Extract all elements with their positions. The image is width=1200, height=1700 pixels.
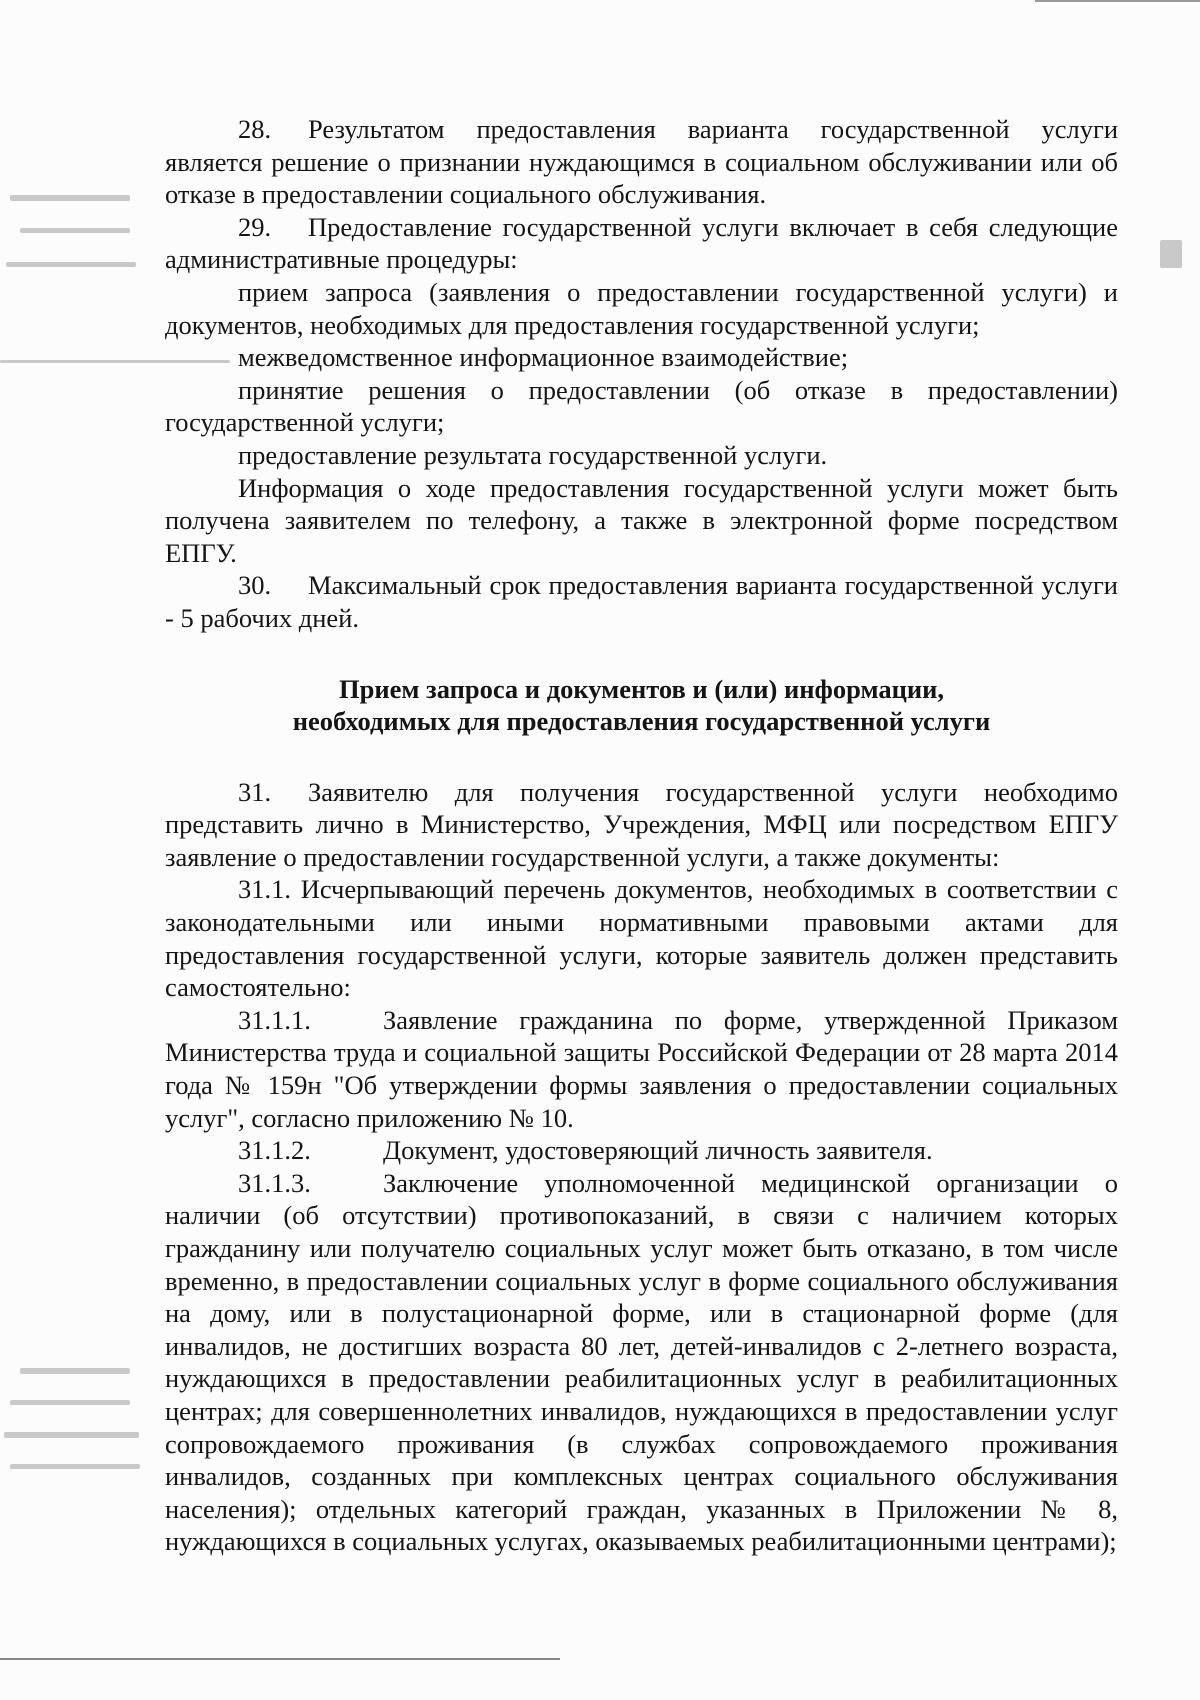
paragraph-number: 31.1.2. [238,1135,311,1166]
paragraph-31-1-1 [165,1004,1118,1134]
paragraph-number: 31.1. [238,874,291,905]
top-edge-rule [1035,0,1200,2]
section-heading-line-2: необходимых для предоставления государственной услуги [292,706,991,737]
list-item: прием запроса (заявления о предоставлении государственной услуги) и документов, необходимых для предоставления государственной услуги; [165,276,1118,340]
document-body [165,113,1118,1558]
scan-noise [20,228,130,233]
paragraph-text: Результатом предоставления варианта государственной услуги является решение о признании нуждающимся в социальном обслуживании или об отказе в предоставлении социального обслуживания. [165,114,1118,210]
paragraph-number: 29. [238,211,272,242]
scan-noise [6,262,136,267]
scan-noise [0,360,230,363]
paragraph-text: Заключение уполномоченной медицинской организации о наличии (об отсутствии) противопоказаний, в связи с наличием которых гражданину или получателю социальных услуг может быть отказано, в том числе временно, в предоставлении социальных услуг в форме социального обслуживания на дому, или в полустационарной форме, или в стационарной форме (для инвалидов, не достигших возраста 80 лет, детей-инвалидов с 2-летнего возраста, нуждающихся в предоставлении реабилитационных услуг в реабилитационных центрах; для совершеннолетних инвалидов, нуждающихся в предоставлении услуг сопровождаемого проживания (в службах сопровождаемого проживания инвалидов, созданных при комплексных центрах социального обслуживания населения); отдельных категорий граждан, указанных в Приложении № 8, нуждающихся в социальных услугах, оказываемых реабилитационными центрами); [165,1167,1118,1557]
paragraph-info: Информация о ходе предоставления государственной услуги может быть получена заявителем по телефону, а также в электронной форме посредством ЕПГУ. [165,472,1118,568]
paragraph-number: 28. [238,114,272,144]
paragraph-31-1-2 [165,1134,1118,1167]
bottom-edge-rule [0,1658,560,1660]
paragraph-text: Предоставление государственной услуги включает в себя следующие административные процедуры: [165,211,1118,275]
paragraph-number: 31.1.3. [238,1167,311,1198]
paragraph-29 [165,211,1118,276]
paragraph-number: 31. [238,776,272,807]
scan-noise [10,1400,130,1405]
scan-noise [10,1464,140,1469]
paragraph-31-1-3 [165,1167,1118,1558]
list-item: предоставление результата государственной услуги. [238,439,828,470]
scan-noise [20,1368,130,1374]
paragraph-text: Заявление гражданина по форме, утвержденной Приказом Министерства труда и социальной защиты Российской Федерации от 28 марта 2014 года № 159н "Об утверждении формы заявления о предоставлении социальных услуг", согласно приложению № 10. [165,1004,1118,1133]
paragraph-text: Максимальный срок предоставления варианта государственной услуги - 5 рабочих дней. [165,570,1118,633]
paragraph-30 [165,569,1118,634]
scan-noise [10,195,130,201]
paragraph-number: 31.1.1. [238,1004,311,1035]
paragraph-28 [165,113,1118,211]
list-item: принятие решения о предоставлении (об отказе в предоставлении) государственной услуги; [165,374,1118,438]
paragraph-text: Исчерпывающий перечень документов, необходимых в соответствии с законодательными или иными нормативными правовыми актами для предоставления государственной услуги, которые заявитель должен представить самостоятельно: [165,874,1118,1003]
scan-noise [4,1432,139,1438]
list-item: межведомственное информационное взаимодействие; [238,342,849,373]
paragraph-text: Документ, удостоверяющий личность заявителя. [383,1135,933,1166]
paragraph-number: 30. [238,570,272,601]
scan-noise [1160,240,1182,268]
section-heading-line-1: Прием запроса и документов и (или) информации, [338,673,945,704]
paragraph-text: Заявителю для получения государственной услуги необходимо представить лично в Министерство, Учреждения, МФЦ или посредством ЕПГУ заявление о предоставлении государственной услуги, а также документы: [165,776,1118,872]
paragraph-31-1 [165,873,1118,1003]
paragraph-31 [165,776,1118,874]
